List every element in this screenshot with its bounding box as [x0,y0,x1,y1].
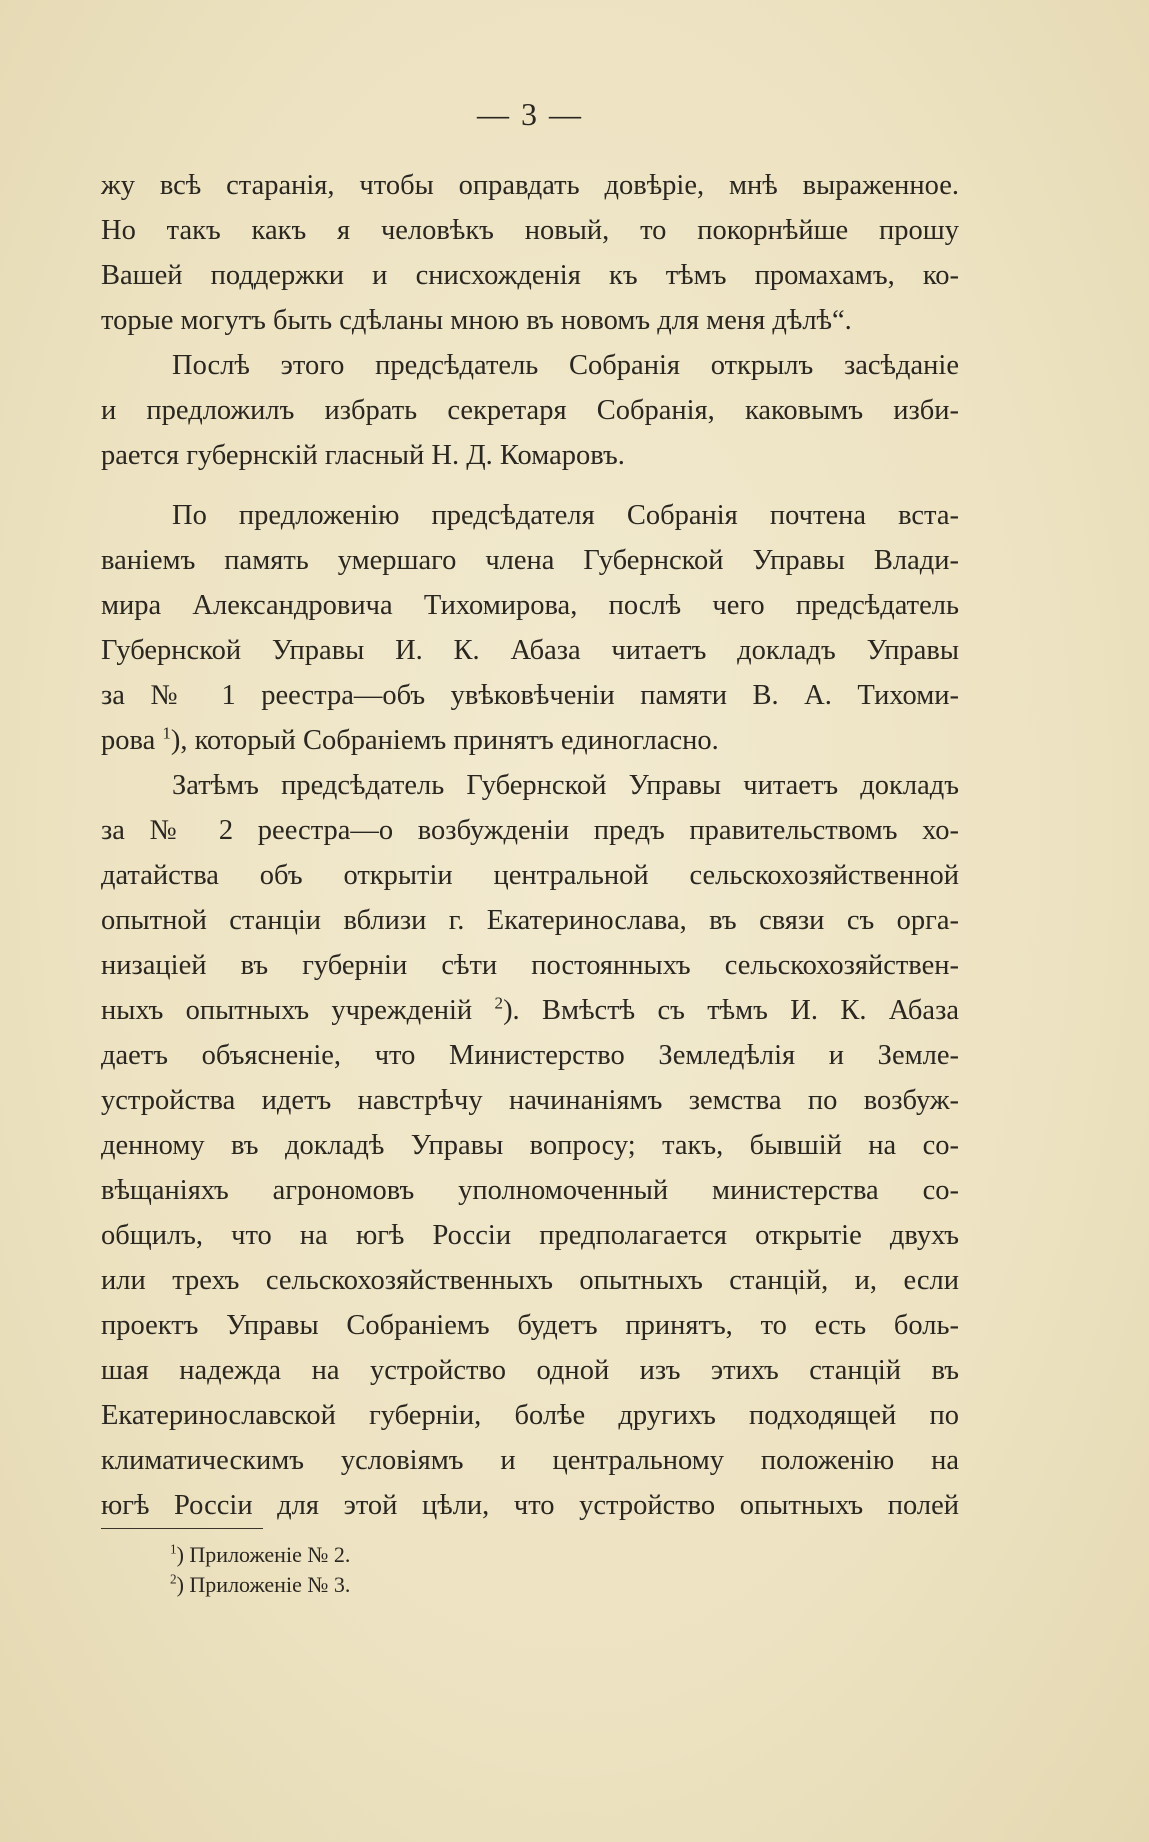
footnote-text: ) Приложеніе № 3. [176,1572,351,1597]
text-line: Вашей поддержки и снисхожденія къ тѣмъ промахамъ, ко- [101,260,959,291]
text-span: ныхъ опытныхъ учрежденій [101,995,473,1026]
footnote-ref: 1 [162,723,171,743]
text-span: рова [101,725,156,756]
page-number: — 3 — [477,96,583,132]
text-line: Затѣмъ предсѣдатель Губернской Управы читаетъ докладъ [172,770,959,801]
text-line: денному въ докладѣ Управы вопросу; такъ, бывшій на со- [101,1130,959,1161]
footnote-mark: 2 [170,1571,177,1587]
text-line: опытной станціи вблизи г. Екатеринослава, въ связи съ орга- [101,905,959,936]
text-line: Губернской Управы И. К. Абаза читаетъ докладъ Управы [101,635,959,666]
text-line: даетъ объясненіе, что Министерство Земледѣлія и Земле- [101,1040,959,1071]
text-line: югѣ Россіи для этой цѣли, что устройство опытныхъ полей [101,1490,959,1521]
footnote-ref: 2 [494,993,504,1013]
text-line: рается губернскій гласный Н. Д. Комаровъ. [101,440,625,471]
text-line: Послѣ этого предсѣдатель Собранія открылъ засѣданіе [172,350,959,381]
text-line: По предложенію предсѣдателя Собранія почтена вста- [172,500,959,531]
text-line [101,988,959,1033]
text-line: датайства объ открытіи центральной сельскохозяйственной [101,860,959,891]
text-line: и предложилъ избрать секретаря Собранія, каковымъ изби- [101,395,959,426]
text-line: торые могутъ быть сдѣланы мною въ новомъ для меня дѣлѣ“. [101,305,852,336]
text-line: жу всѣ старанія, чтобы оправдать довѣріе, мнѣ выраженное. [101,170,959,201]
footnote [170,1540,350,1570]
text-line: устройства идетъ навстрѣчу начинаніямъ земства по возбуж- [101,1085,959,1116]
text-line: климатическимъ условіямъ и центральному положенію на [101,1445,959,1476]
footnote-text: ) Приложеніе № 2. [176,1542,351,1567]
text-line: Екатеринославской губерніи, болѣе другихъ подходящей по [101,1400,959,1431]
text-line: Но такъ какъ я человѣкъ новый, то покорнѣйше прошу [101,215,959,246]
text-line: или трехъ сельскохозяйственныхъ опытныхъ станцій, и, если [101,1265,959,1296]
text-line: за № 1 реестра—объ увѣковѣченіи памяти В. А. Тихоми- [101,680,959,711]
text-line: общилъ, что на югѣ Россіи предполагается открытіе двухъ [101,1220,959,1251]
text-line: проектъ Управы Собраніемъ будетъ принятъ, то есть боль- [101,1310,959,1341]
text-line: низаціей въ губерніи сѣти постоянныхъ сельскохозяйствен- [101,950,959,981]
text-line: за № 2 реестра—о возбужденіи предъ правительствомъ хо- [101,815,959,846]
text-line: мира Александровича Тихомирова, послѣ чего предсѣдатель [101,590,959,621]
footnote-divider [101,1528,263,1529]
text-span: ). Вмѣстѣ съ тѣмъ И. К. Абаза [503,995,959,1026]
text-line: шая надежда на устройство одной изъ этихъ станцій въ [101,1355,959,1386]
text-line: вѣщаніяхъ агрономовъ уполномоченный министерства со- [101,1175,959,1206]
text-line [101,718,959,763]
footnote-mark: 1 [170,1541,177,1557]
text-line: ваніемъ память умершаго члена Губернской Управы Влади- [101,545,959,576]
footnote [170,1570,350,1600]
text-span: ), который Собраніемъ принятъ единогласно. [170,725,719,756]
